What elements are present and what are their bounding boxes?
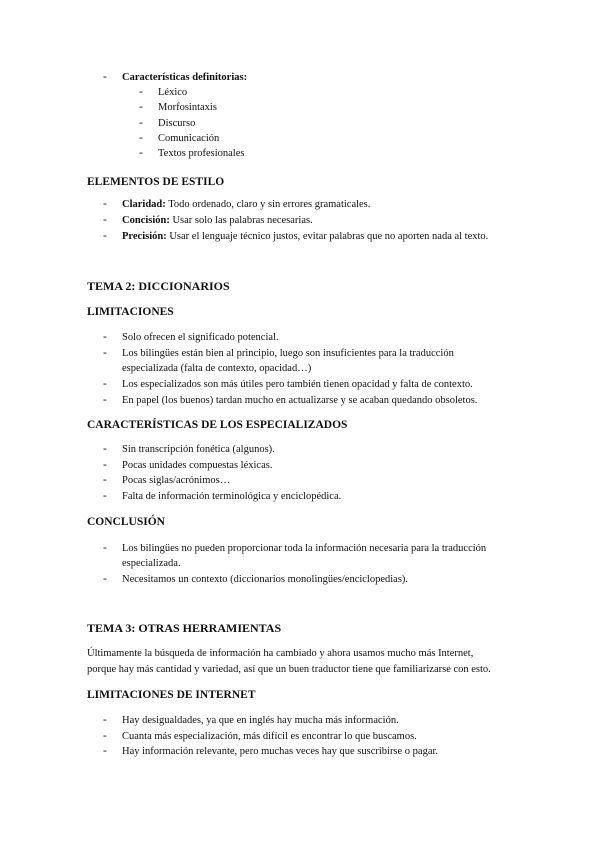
- list-item-label: Características definitorias:: [122, 72, 248, 83]
- bullet-dash: -: [139, 132, 143, 144]
- definition: Todo ordenado, claro y sin errores gramaticales.: [165, 199, 371, 210]
- list-item: Cuanta más especialización, más difícil es encontrar lo que buscamos.: [122, 731, 417, 742]
- list-item: En papel (los buenos) tardan mucho en actualizarse y se acaban quedando obsoletos.: [122, 395, 478, 406]
- bullet-dash: -: [103, 230, 107, 242]
- list-item: Hay desigualdades, ya que en inglés hay mucha más información.: [122, 715, 399, 726]
- bullet-dash: -: [139, 86, 143, 98]
- list-item: [122, 198, 370, 212]
- section-heading: LIMITACIONES DE INTERNET: [87, 689, 256, 701]
- list-item: Pocas siglas/acrónimos…: [122, 475, 231, 486]
- section-heading: LIMITACIONES: [87, 306, 174, 318]
- list-item: Los especializados son más útiles pero también tienen opacidad y falta de contexto.: [122, 379, 473, 390]
- list-item: Solo ofrecen el significado potencial.: [122, 332, 279, 343]
- sub-list-item: Morfosintaxis: [158, 102, 217, 113]
- bullet-dash: -: [103, 347, 107, 359]
- list-item: Los bilingües no pueden proporcionar toda la información necesaria para la traducción: [122, 543, 487, 554]
- definition: Usar solo las palabras necesarias.: [169, 215, 313, 226]
- list-item: Pocas unidades compuestas léxicas.: [122, 460, 273, 471]
- paragraph-line: Últimamente la búsqueda de información ha cambiado y ahora usamos mucho más Internet,: [87, 648, 474, 659]
- list-item-continuation: especializada.: [122, 558, 181, 569]
- list-item: Necesitamos un contexto (diccionarios monolingües/enciclopedias).: [122, 574, 409, 585]
- sub-list-item: Comunicación: [158, 133, 220, 144]
- bullet-dash: -: [103, 214, 107, 226]
- section-heading: CARACTERÍSTICAS DE LOS ESPECIALIZADOS: [87, 419, 348, 431]
- term: Claridad:: [122, 199, 166, 210]
- bullet-dash: -: [139, 101, 143, 113]
- bullet-dash: -: [139, 117, 143, 129]
- bullet-dash: -: [103, 745, 107, 757]
- list-item: Los bilingües están bien al principio, luego son insuficientes para la traducción: [122, 348, 454, 359]
- bullet-dash: -: [103, 198, 107, 210]
- paragraph-line: porque hay más cantidad y variedad, así que un buen traductor tiene que familiarizarse con esto.: [87, 664, 491, 675]
- list-item: [122, 230, 488, 244]
- bullet-dash: -: [103, 71, 107, 83]
- list-item: Hay información relevante, pero muchas veces hay que suscribirse o pagar.: [122, 746, 439, 757]
- bullet-dash: -: [103, 378, 107, 390]
- bullet-dash: -: [103, 459, 107, 471]
- bullet-dash: -: [103, 474, 107, 486]
- topic-title: TEMA 2: DICCIONARIOS: [87, 279, 230, 293]
- section-heading: CONCLUSIÓN: [87, 516, 165, 528]
- sub-list-item: Discurso: [158, 118, 196, 129]
- bullet-dash: -: [139, 147, 143, 159]
- bullet-dash: -: [103, 573, 107, 585]
- bullet-dash: -: [103, 394, 107, 406]
- definition: Usar el lenguaje técnico justos, evitar palabras que no aporten nada al texto.: [166, 231, 489, 242]
- list-item: [122, 214, 313, 228]
- section-heading: ELEMENTOS DE ESTILO: [87, 176, 225, 188]
- term: Concisión:: [122, 215, 170, 226]
- list-item: Sin transcripción fonética (algunos).: [122, 444, 275, 455]
- topic-title: TEMA 3: OTRAS HERRAMIENTAS: [87, 621, 282, 635]
- list-item-continuation: especializada (falta de contexto, opacidad…): [122, 363, 312, 374]
- bullet-dash: -: [103, 714, 107, 726]
- bullet-dash: -: [103, 490, 107, 502]
- sub-list-item: Textos profesionales: [158, 148, 245, 159]
- term: Precisión:: [122, 231, 167, 242]
- bullet-dash: -: [103, 331, 107, 343]
- sub-list-item: Léxico: [158, 87, 188, 98]
- bullet-dash: -: [103, 542, 107, 554]
- list-item: Falta de información terminológica y enciclopédica.: [122, 491, 342, 502]
- bullet-dash: -: [103, 730, 107, 742]
- bullet-dash: -: [103, 443, 107, 455]
